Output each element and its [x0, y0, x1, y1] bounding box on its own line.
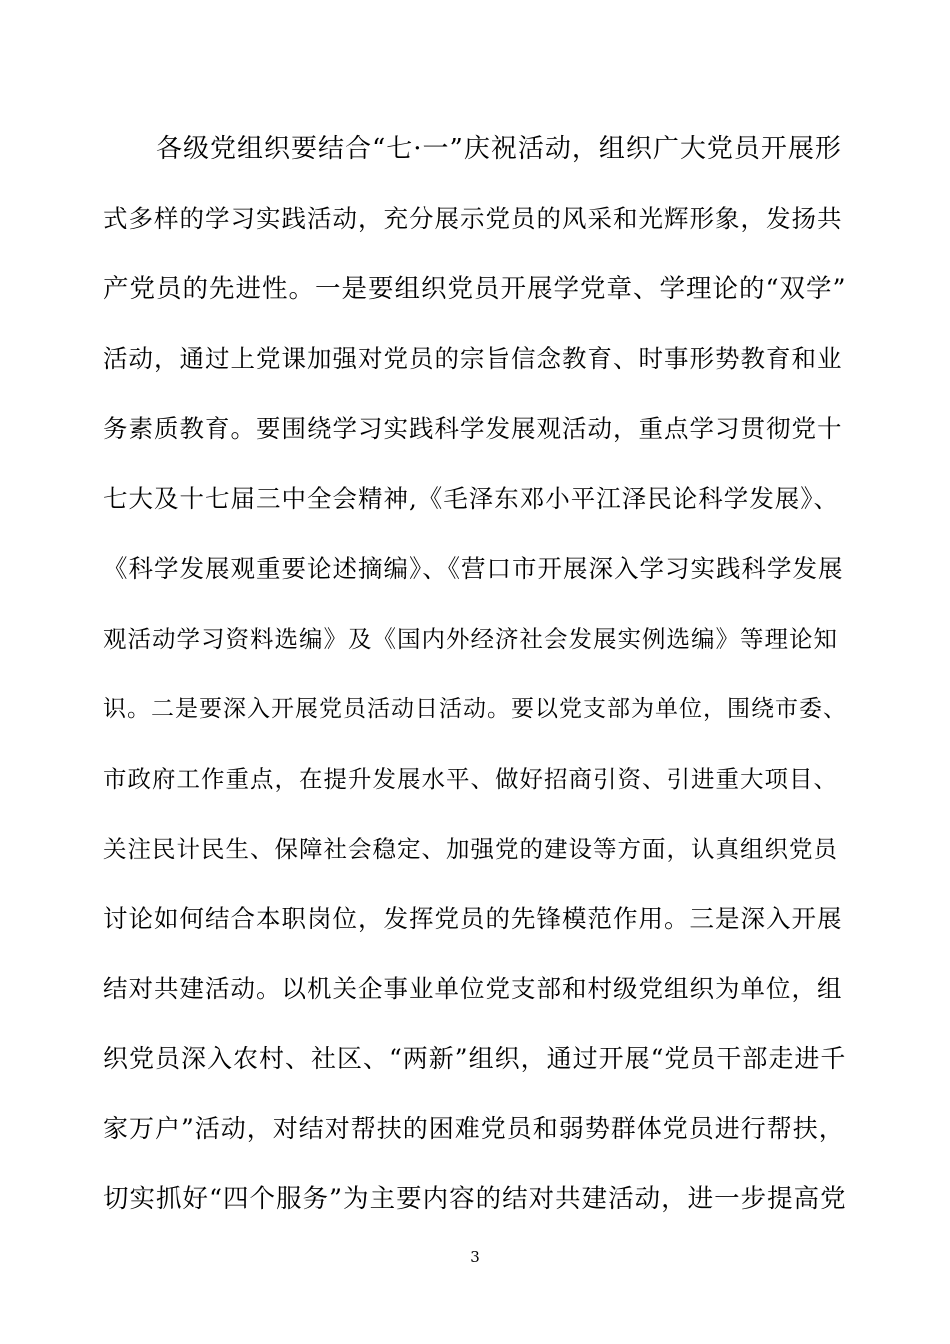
paragraph-line: 讨论如何结合本职岗位，发挥党员的先锋模范作用。三是深入开展	[103, 904, 843, 933]
paragraph-line: 七大及十七届三中全会精神,《毛泽东邓小平江泽民论科学发展》、	[103, 484, 840, 513]
paragraph-line: 切实抓好“四个服务”为主要内容的结对共建活动，进一步提高党	[103, 1184, 847, 1214]
paragraph-line: 务素质教育。要围绕学习实践科学发展观活动，重点学习贯彻党十	[103, 414, 843, 443]
paragraph-line: 识。二是要深入开展党员活动日活动。要以党支部为单位，围绕市委、	[103, 696, 847, 722]
paragraph-line: 各级党组织要结合“七·一”庆祝活动，组织广大党员开展形	[156, 134, 842, 164]
paragraph-line: 活动，通过上党课加强对党员的宗旨信念教育、时事形势教育和业	[103, 344, 843, 373]
paragraph-line: 家万户”活动，对结对帮扶的困难党员和弱势群体党员进行帮扶，	[103, 1114, 845, 1143]
paragraph-line: 结对共建活动。以机关企事业单位党支部和村级党组织为单位，组	[103, 974, 843, 1003]
paragraph-line: 市政府工作重点，在提升发展水平、做好招商引资、引进重大项目、	[103, 765, 838, 793]
page-number: 3	[470, 1248, 480, 1266]
paragraph-line: 织党员深入农村、社区、“两新”组织，通过开展“党员干部走进千	[103, 1044, 847, 1073]
paragraph-line: 产党员的先进性。一是要组织党员开展学党章、学理论的“双学”	[103, 274, 847, 304]
paragraph-line: 观活动学习资料选编》及《国内外经济社会发展实例选编》等理论知	[103, 625, 838, 653]
paragraph-line: 式多样的学习实践活动，充分展示党员的风采和光辉形象，发扬共	[103, 204, 843, 233]
paragraph-line: 《科学发展观重要论述摘编》、《营口市开展深入学习实践科学发展	[103, 554, 844, 583]
paragraph-line: 关注民计民生、保障社会稳定、加强党的建设等方面，认真组织党员	[103, 835, 838, 863]
